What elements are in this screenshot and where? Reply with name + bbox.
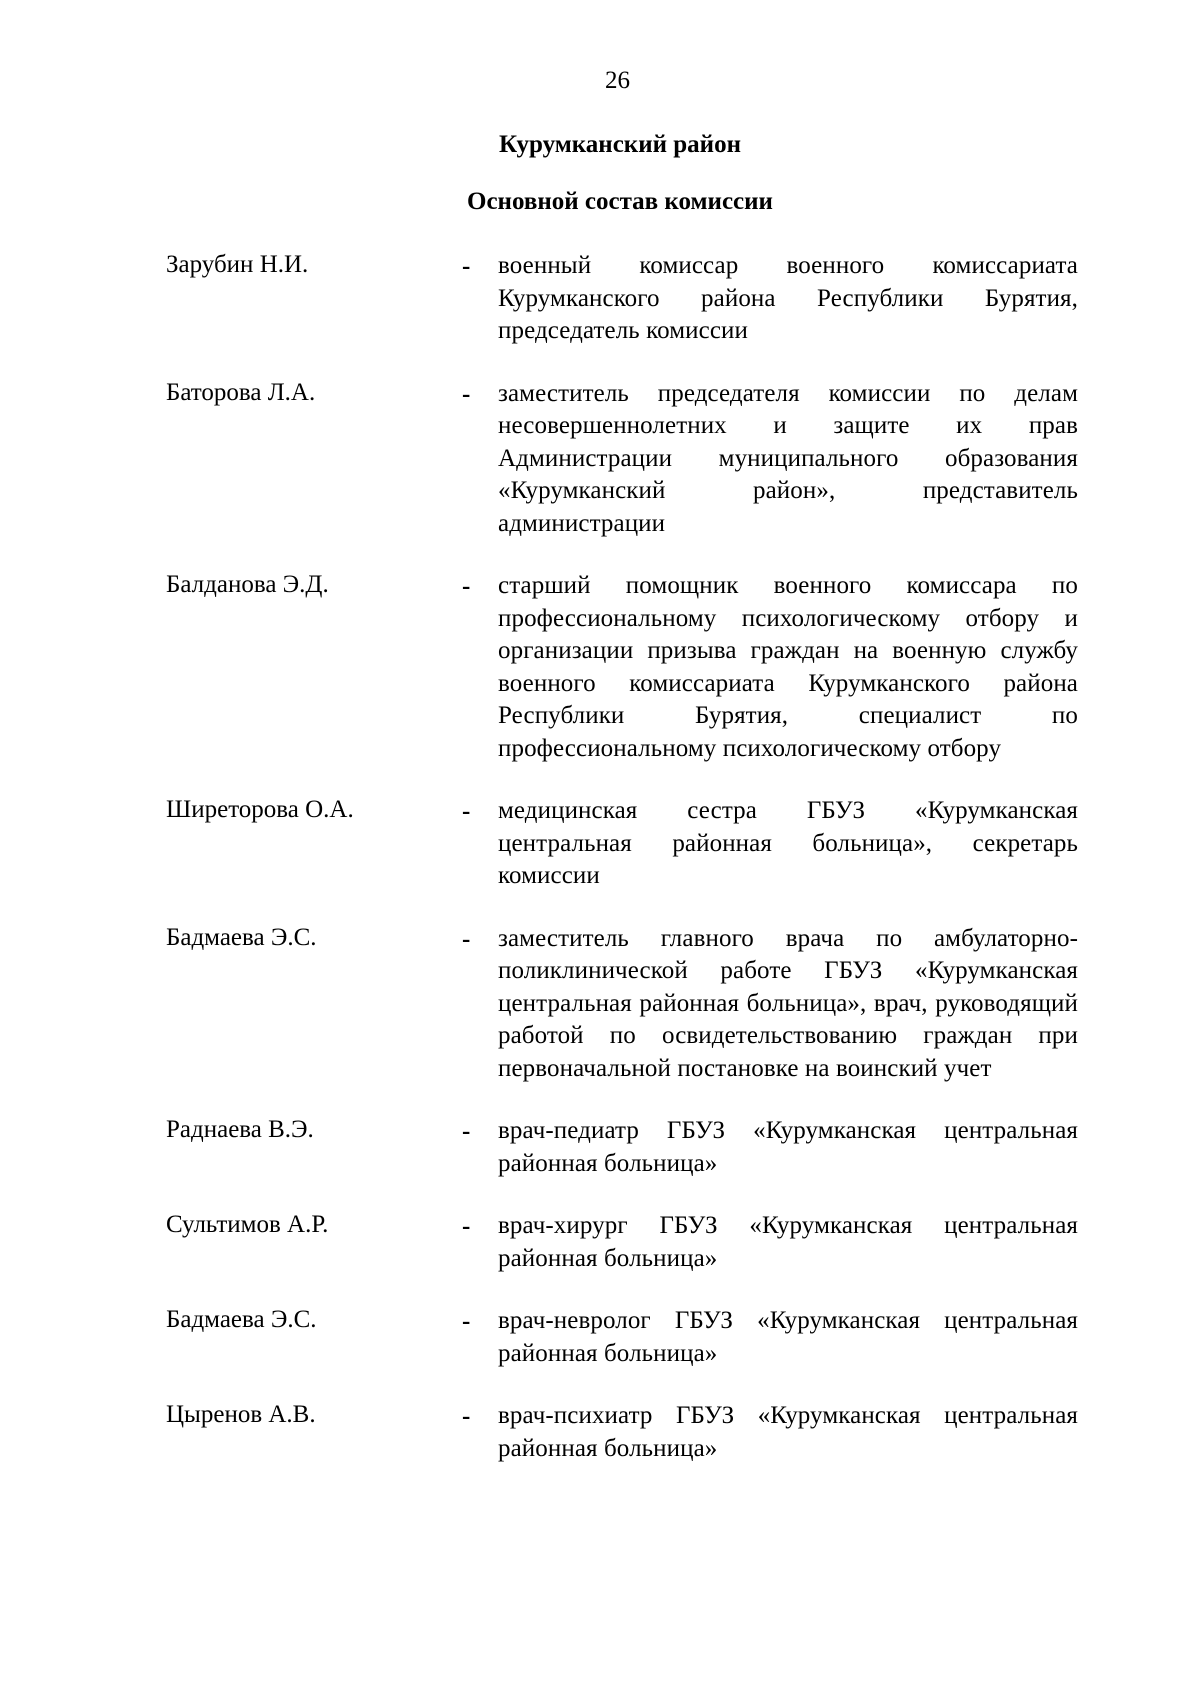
member-separator: -	[462, 253, 471, 280]
member-name: Баторова Л.А.	[166, 378, 316, 406]
member-separator: -	[462, 1118, 471, 1145]
member-role: медицинская сестра ГБУЗ «Курумканская центральная районная больница», секретарь комиссии	[498, 797, 1078, 889]
member-name: Раднаева В.Э.	[166, 1116, 314, 1143]
member-row	[166, 1400, 1078, 1465]
composition-heading: Основной состав комиссии	[467, 188, 773, 215]
member-role: старший помощник военного комиссара по профессиональному психологическому отбору и организации призыва граждан на военную службу военного комиссариата Курумканского района Республики Бурятия, специалист по профессиональному психологическому отбору	[498, 572, 1078, 762]
member-separator: -	[462, 798, 471, 825]
district-heading: Курумканский район	[499, 131, 741, 158]
member-name: Зарубин Н.И.	[166, 251, 309, 278]
member-name: Балданова Э.Д.	[166, 571, 329, 598]
member-row	[166, 795, 1078, 893]
member-row	[166, 378, 1078, 541]
member-row	[166, 923, 1078, 1086]
member-name: Бадмаева Э.С.	[166, 923, 317, 951]
member-separator: -	[462, 380, 471, 408]
member-separator: -	[462, 925, 471, 953]
member-separator: -	[462, 1308, 471, 1335]
member-row	[166, 1115, 1078, 1180]
member-role: врач-педиатр ГБУЗ «Курумканская центральная районная больница»	[498, 1117, 1078, 1177]
member-role: военный комиссар военного комиссариата Курумканского района Республики Бурятия, председатель комиссии	[498, 252, 1078, 344]
member-separator: -	[462, 1403, 471, 1430]
member-separator: -	[462, 1213, 471, 1240]
member-separator: -	[462, 573, 471, 600]
member-role: заместитель главного врача по амбулаторно-поликлинической работе ГБУЗ «Курумканская центральная районная больница», врач, руководящий работой по освидетельствованию граждан при первоначальной постановке на воинский учет	[498, 924, 1078, 1082]
commission-members-list	[166, 250, 1078, 1465]
member-name: Ширеторова О.А.	[166, 796, 354, 823]
member-role: врач-психиатр ГБУЗ «Курумканская центральная районная больница»	[498, 1402, 1078, 1462]
member-role: заместитель председателя комиссии по делам несовершеннолетних и защите их прав Администрации муниципального образования «Курумканский район», представитель администрации	[498, 379, 1078, 537]
member-row	[166, 1305, 1078, 1370]
page-number: 26	[605, 67, 630, 94]
member-role: врач-хирург ГБУЗ «Курумканская центральная районная больница»	[498, 1212, 1078, 1272]
member-row	[166, 1210, 1078, 1275]
member-name: Сультимов А.Р.	[166, 1211, 329, 1238]
member-role: врач-невролог ГБУЗ «Курумканская центральная районная больница»	[498, 1307, 1078, 1367]
member-row	[166, 570, 1078, 765]
member-name: Цыренов А.В.	[166, 1401, 316, 1428]
member-name: Бадмаева Э.С.	[166, 1306, 317, 1333]
member-row	[166, 250, 1078, 348]
